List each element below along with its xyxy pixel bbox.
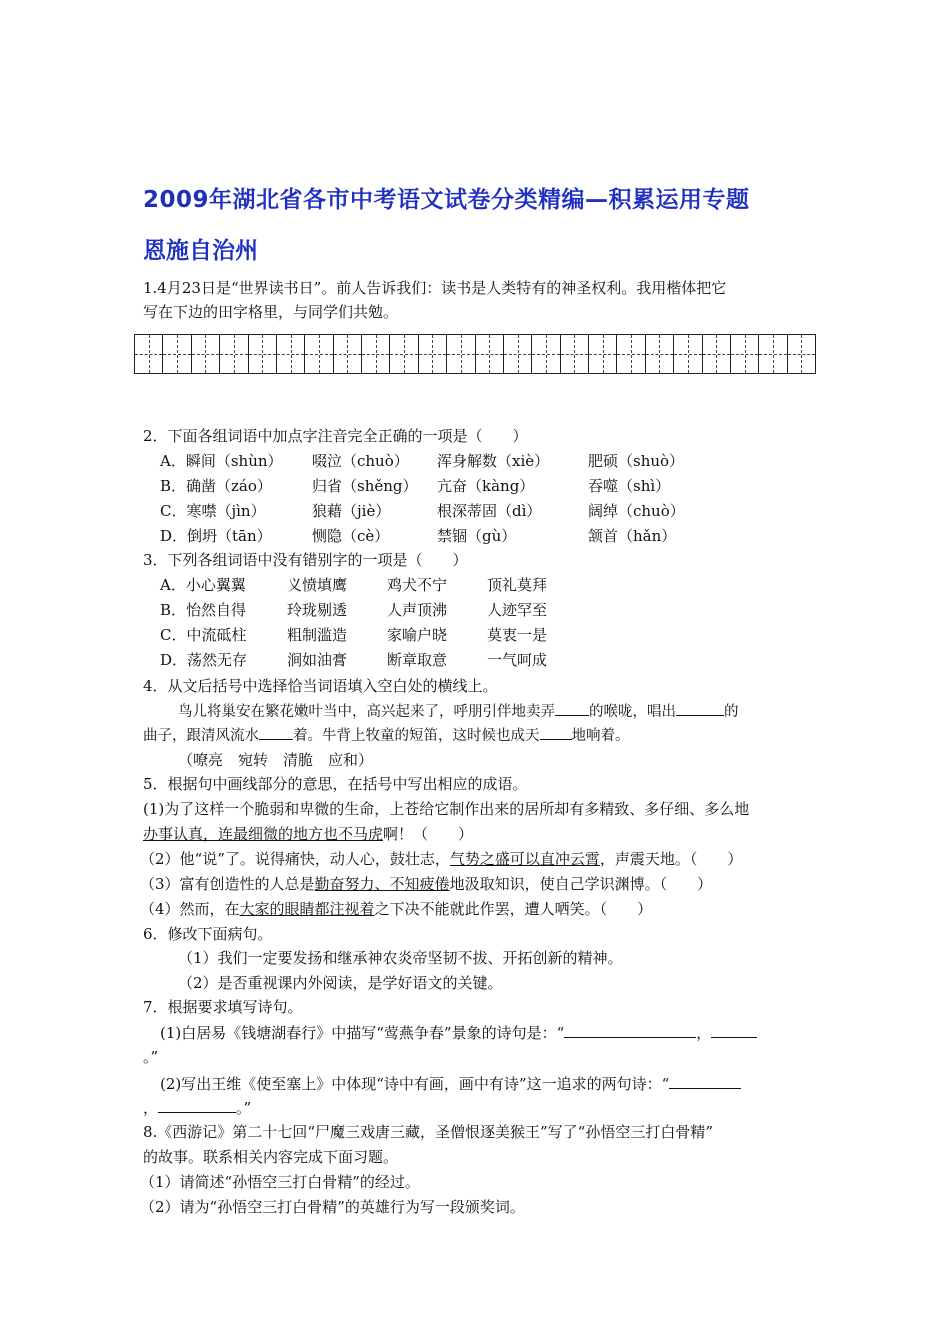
q6-item-2: （2）是否重视课内外阅读，是学好语文的关键。 — [178, 974, 503, 992]
fill-blank[interactable] — [540, 724, 572, 740]
q3-option-2-4: 人迹罕至 — [487, 601, 548, 619]
q4-passage-line-1 — [178, 700, 739, 722]
grid-cell[interactable] — [305, 335, 333, 373]
q3-option-2-2: 玲珑剔透 — [287, 601, 348, 619]
q3-stem: 3．下列各组词语中没有错别字的一项是（ ） — [143, 551, 468, 569]
q4-text: 着。牛背上牧童的短笛，这时候也成天 — [293, 728, 540, 744]
q8-stem-line-2: 的故事。联系相关内容完成下面习题。 — [143, 1148, 399, 1166]
tianzige-writing-grid[interactable] — [134, 334, 816, 374]
grid-cell[interactable] — [476, 335, 504, 373]
grid-cell[interactable] — [561, 335, 589, 373]
q7-item-2-line-1 — [160, 1073, 741, 1094]
q3-option-3-1: C．中流砥柱 — [160, 626, 247, 644]
q5-item-1-line-1: (1)为了这样一个脆弱和卑微的生命，上苍给它制作出来的居所却有多精致、多仔细、多么地 — [143, 800, 750, 818]
q4-text: 的喉咙，唱出 — [589, 704, 676, 720]
q3-option-4-3: 断章取意 — [387, 651, 448, 669]
section-title: 恩施自治州 — [143, 238, 258, 264]
q6-item-1: （1）我们一定要发扬和继承神农炎帝坚韧不拔、开拓创新的精神。 — [178, 949, 623, 967]
q3-option-1-3: 鸡犬不宁 — [387, 576, 448, 594]
grid-cell[interactable] — [390, 335, 418, 373]
grid-cell[interactable] — [220, 335, 248, 373]
document-title: 2009年湖北省各市中考语文试卷分类精编—积累运用专题 — [143, 187, 750, 213]
q7-text: ， — [696, 1024, 712, 1042]
q2-option-3-2: 狼藉（jiè） — [312, 502, 391, 520]
q2-option-1-4: 肥硕（shuò） — [588, 452, 685, 470]
q3-option-3-4: 莫衷一是 — [487, 626, 548, 644]
q4-stem: 4．从文后括号中选择恰当词语填入空白处的横线上。 — [143, 677, 498, 695]
q5-item-1-line-2 — [143, 824, 473, 844]
q5-text: （4）然而，在 — [140, 900, 240, 918]
q2-option-1-1: A．瞬间（shùn） — [160, 452, 283, 470]
poem-blank[interactable] — [711, 1022, 757, 1038]
q5-text: （2）他“说”了。说得痛快，动人心，鼓壮志， — [140, 850, 450, 868]
grid-cell[interactable] — [759, 335, 787, 373]
q3-option-2-1: B．怡然自得 — [160, 601, 247, 619]
fill-blank[interactable] — [259, 724, 293, 740]
q2-stem: 2．下面各组词语中加点字注音完全正确的一项是（ ） — [143, 427, 528, 445]
q2-option-4-2: 恻隐（cè） — [312, 527, 390, 545]
grid-cell[interactable] — [788, 335, 815, 373]
q3-option-1-2: 义愤填鹰 — [287, 576, 348, 594]
q3-option-1-4: 顶礼莫拜 — [487, 576, 548, 594]
q2-option-1-2: 啜泣（chuò） — [312, 452, 409, 470]
q4-text: 曲子，跟清风流水 — [143, 728, 259, 744]
q2-option-3-1: C．寒噤（jìn） — [160, 502, 266, 520]
q6-stem: 6．修改下面病句。 — [143, 925, 273, 943]
poem-blank[interactable] — [564, 1022, 696, 1038]
q4-word-choices: （嘹亮 宛转 清脆 应和） — [178, 751, 374, 769]
grid-cell[interactable] — [249, 335, 277, 373]
grid-cell[interactable] — [504, 335, 532, 373]
underlined-phrase: 气势之盛可以直冲云霄 — [449, 850, 600, 868]
underlined-phrase: 大家的眼睛都注视着 — [239, 900, 375, 918]
grid-cell[interactable] — [135, 335, 163, 373]
q5-text: ，声震天地。（ ） — [599, 850, 743, 868]
q4-text: 地响着。 — [571, 728, 630, 744]
grid-cell[interactable] — [334, 335, 362, 373]
q5-stem: 5．根据句中画线部分的意思，在括号中写出相应的成语。 — [143, 775, 528, 793]
q3-option-3-2: 粗制滥造 — [287, 626, 348, 644]
fill-blank[interactable] — [676, 700, 724, 716]
q5-item-2 — [140, 849, 742, 869]
q2-option-1-3: 浑身解数（xiè） — [437, 452, 550, 470]
poem-blank[interactable] — [158, 1097, 236, 1113]
fill-blank[interactable] — [555, 700, 589, 716]
q3-option-4-1: D．荡然无存 — [160, 651, 248, 669]
q4-text: 鸟儿将巢安在繁花嫩叶当中，高兴起来了，呼朋引伴地卖弄 — [178, 704, 555, 720]
q2-option-4-1: D．倒坍（tān） — [160, 527, 272, 545]
q8-item-2: （2）请为“孙悟空三打白骨精”的英雄行为写一段颁奖词。 — [140, 1198, 525, 1216]
poem-blank[interactable] — [669, 1073, 741, 1089]
underlined-phrase: 办事认真，连最细微的地方也不马虎 — [143, 825, 384, 843]
grid-cell[interactable] — [674, 335, 702, 373]
q8-stem-line-1: 8.《西游记》第二十七回“尸魔三戏唐三藏，圣僧恨逐美猴王”写了“孙悟空三打白骨精” — [143, 1123, 713, 1141]
q5-text: 啊！（ ） — [383, 825, 474, 843]
grid-cell[interactable] — [646, 335, 674, 373]
q3-option-3-3: 家喻户晓 — [387, 626, 448, 644]
grid-cell[interactable] — [447, 335, 475, 373]
q8-item-1: （1）请简述“孙悟空三打白骨精”的经过。 — [140, 1173, 420, 1191]
q2-option-2-1: B．确凿（záo） — [160, 477, 272, 495]
q2-option-3-4: 阔绰（chuò） — [588, 502, 685, 520]
grid-cell[interactable] — [589, 335, 617, 373]
q7-text: (2)写出王维《使至塞上》中体现“诗中有画，画中有诗”这一追求的两句诗：“ — [160, 1075, 670, 1093]
q2-option-2-4: 吞噬（shì） — [588, 477, 671, 495]
grid-cell[interactable] — [617, 335, 645, 373]
q7-text: (1)白居易《钱塘湖春行》中描写“莺燕争春”景象的诗句是：“ — [160, 1024, 565, 1042]
grid-cell[interactable] — [532, 335, 560, 373]
q5-text: 地汲取知识，使自己学识渊博。（ ） — [449, 875, 713, 893]
q5-text: 之下决不能就此作罢，遭人哂笑。（ ） — [374, 900, 653, 918]
q2-option-3-3: 根深蒂固（dì） — [437, 502, 542, 520]
q7-stem: 7．根据要求填写诗句。 — [143, 998, 303, 1016]
q2-option-2-2: 归省（shěng） — [312, 477, 418, 495]
grid-cell[interactable] — [731, 335, 759, 373]
q7-text: ， — [143, 1099, 159, 1117]
grid-cell[interactable] — [192, 335, 220, 373]
grid-cell[interactable] — [163, 335, 191, 373]
q3-option-4-2: 涧如油膏 — [287, 651, 348, 669]
q5-text: （3）富有创造性的人总是 — [140, 875, 315, 893]
q5-item-4 — [140, 899, 652, 919]
q2-option-2-3: 亢奋（kàng） — [437, 477, 535, 495]
q2-option-4-3: 禁锢（gù） — [437, 527, 517, 545]
q4-passage-line-2 — [143, 724, 630, 746]
q3-option-1-1: A．小心翼翼 — [160, 576, 246, 594]
grid-cell[interactable] — [362, 335, 390, 373]
q1-line-1: 1.4月23日是“世界读书日”。前人告诉我们：读书是人类特有的神圣权利。我用楷体把它 — [143, 279, 727, 297]
q7-item-1-line-1 — [160, 1022, 757, 1043]
q7-item-1-line-2: 。” — [143, 1048, 159, 1066]
q3-option-2-3: 人声顶沸 — [387, 601, 448, 619]
q7-item-2-line-2 — [143, 1097, 251, 1118]
q3-option-4-4: 一气呵成 — [487, 651, 548, 669]
q1-line-2: 写在下边的田字格里，与同学们共勉。 — [143, 303, 399, 321]
underlined-phrase: 勤奋努力、不知疲倦 — [314, 875, 450, 893]
grid-cell[interactable] — [703, 335, 731, 373]
grid-cell[interactable] — [419, 335, 447, 373]
q5-item-3 — [140, 874, 712, 894]
q2-option-4-4: 颔首（hǎn） — [588, 527, 677, 545]
q4-text: 的 — [724, 704, 739, 720]
q7-text: 。” — [236, 1099, 252, 1117]
grid-cell[interactable] — [277, 335, 305, 373]
